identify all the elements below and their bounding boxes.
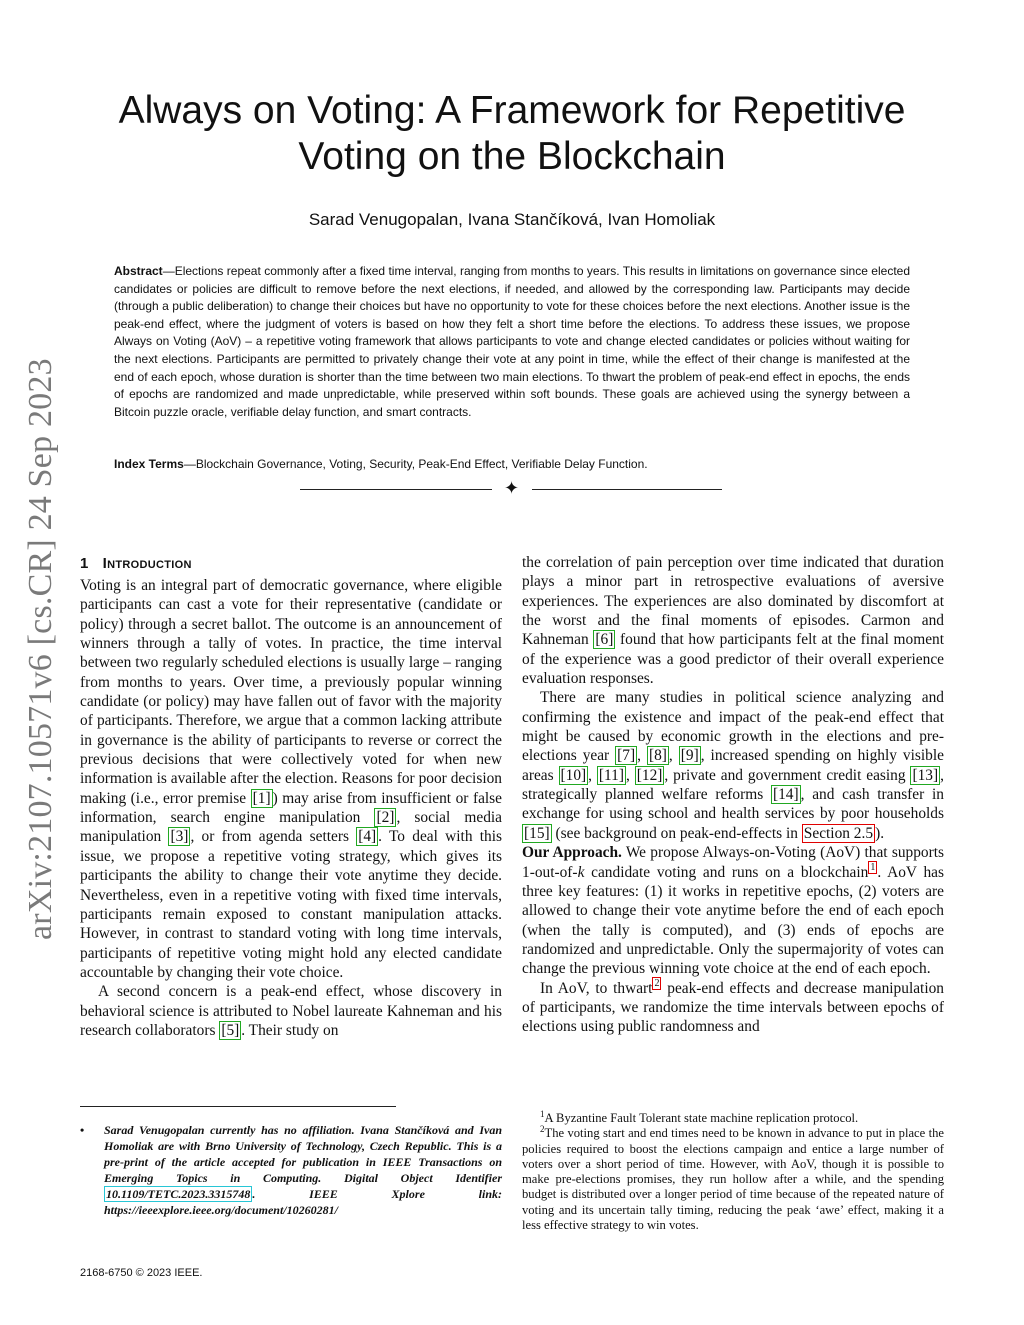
our-approach-paragraph [522, 843, 944, 978]
paragraph-text: , social media manipulation [80, 809, 502, 846]
abstract [114, 263, 910, 421]
citation-link[interactable]: [8] [648, 747, 667, 765]
citation-link[interactable]: [3] [170, 828, 189, 846]
paragraph-text: In AoV, to thwart [540, 979, 653, 997]
citation-link[interactable]: [5] [221, 1021, 240, 1039]
citation-link[interactable]: [4] [358, 828, 377, 846]
right-column [522, 553, 944, 1037]
footnote-marker[interactable]: 1 [870, 862, 876, 874]
citation-link[interactable]: [13] [912, 766, 939, 784]
abstract-text: —Elections repeat commonly after a fixed time interval, ranging from months to years. This results in limitations on governance since elected candidates or policies are difficult to remove before the next elections, if needed, and allowed by the corresponding law. Participants may decide (through a public deliberation) to change their choices but have no opportunity to vote for these choices before the next elections. Another issue is the peak-end effect, where the judgment of voters is based on how they felt a short time before the elections. To address these issues, we propose Always on Voting (AoV) – a repetitive voting framework that allows participants to vote and change elected candidates or policies without waiting for the next elections. Participants are permitted to privately change their vote at any point in time, while the effect of their change is manifested at the end of each epoch, whose duration is shorter than the time between two main elections. To thwart the problem of peak-end effect in epochs, the ends of epochs are randomized and made unpredictable, while preserved within soft bounds. These goals are achieved using the synergy between a Bitcoin puzzle oracle, verifiable delay function, and smart contracts. [114, 264, 910, 419]
section-title: Introduction [102, 555, 192, 572]
citation-link[interactable]: [7] [617, 747, 636, 765]
paragraph-text: ) may arise from insufficient or false information, search engine manipulation [80, 789, 502, 827]
separator-line-left [300, 489, 492, 490]
paragraph-text: , [626, 766, 635, 784]
footnote-number: 2 [540, 1124, 545, 1135]
bullet-icon: • [80, 1123, 85, 1137]
footnotes [522, 1108, 944, 1233]
abstract-label: Abstract [114, 264, 163, 278]
footnote-1 [522, 1108, 944, 1126]
citation-link[interactable]: [15] [524, 824, 550, 842]
doi-link[interactable]: 10.1109/TETC.2023.3315748 [106, 1187, 251, 1201]
paragraph-text: We propose Always-on-Voting (AoV) that supports 1-out-of- [522, 844, 944, 881]
left-column [80, 553, 502, 1040]
separator-diamond-icon: ✦ [504, 478, 520, 499]
citation-link[interactable]: [9] [680, 747, 699, 765]
intro-paragraph-6 [522, 979, 944, 1037]
index-terms-text: —Blockchain Governance, Voting, Security, Peak-End Effect, Verifiable Delay Function. [183, 457, 648, 471]
citation-link[interactable]: [6] [595, 631, 614, 649]
paragraph-text: peak-end effects and decrease manipulation of participants, we randomize the time intervals between epochs of elections using public randomness and [522, 979, 944, 1036]
paragraph-text: , private and government credit easing [664, 766, 911, 784]
paragraph-text: the correlation of pain perception over time indicated that duration plays a minor part in retrospective evaluations of aversive experiences. The experiences are also dominated by discomfort at the worst and the final moments of episodes. Carmon and Kahneman [522, 554, 944, 649]
paragraph-text: There are many studies in political science analyzing and confirming the existence and impact of the peak-end effect that might be caused by economic growth in the elections and pre-elections year [522, 689, 944, 765]
author-list: Sarad Venugopalan, Ivana Stančíková, Ivan Homoliak [308, 210, 716, 229]
footnote-2 [522, 1126, 944, 1233]
footnote-number: 1 [540, 1108, 545, 1119]
math-variable: k [577, 863, 585, 881]
paragraph-text: . Their study on [241, 1021, 339, 1039]
citation-link[interactable]: [11] [598, 766, 624, 784]
citation-link[interactable]: [2] [376, 809, 395, 827]
citation-link[interactable]: [12] [636, 766, 663, 784]
paragraph-text: , strategically planned welfare reforms [522, 766, 944, 804]
index-terms [114, 456, 910, 473]
arxiv-identifier-stamp: arXiv:2107.10571v6 [cs.CR] 24 Sep 2023 [22, 358, 59, 940]
paragraph-text: found that how participants felt at the final moment of the experience was a good predictor of their overall experience evaluation responses. [522, 631, 944, 688]
section-heading [80, 553, 502, 575]
paragraph-text: . AoV has three key features: (1) it works in repetitive epochs, (2) voters are allowed to change their vote anytime before the end of each epoch (when the tally is computed), and (3) ends of epochs are randomized and unpredictable. Only the supermajority of votes can change the previous winning vote choice at the end of each epoch. [522, 863, 944, 978]
paragraph-text: , and cash transfer in exchange for using school and health services by poor households [522, 786, 944, 823]
paragraph-text: , [668, 747, 679, 765]
paragraph-text: Voting is an integral part of democratic governance, where eligible participants can cast a vote for their representative (candidate or policy) through a secret ballot. The outcome is an announcement of winners through a tally of votes. In practice, the time interval between two regularly scheduled elections is usually large – ranging from months to years. Over time, a previously popular winning candidate (or policy) may have fallen out of favor with the majority of participants. Therefore, we argue that a common lacking attribute in governance is the ability of participants to reverse or correct the previous decisions that were collectively voted for when new information is available after the election. Reasons for poor decision making (i.e., error premise [80, 577, 502, 807]
separator-line-right [532, 489, 722, 490]
footnote-rule [80, 1106, 396, 1107]
footnote-text: The voting start and end times need to be known in advance to put in place the policies required to boost the elections campaign and entice a large number of voters over a short period of time. However, with AoV, though it is possible to make pre-elections promises, they run hollow after a while, and the spending budget is distributed over a longer period of time because of the repeated nature of voting and its uncertain tally timing, reducing the peak ‘awe’ effect, making it a less effective strategy to win votes. [522, 1126, 944, 1233]
paragraph-text: A second concern is a peak-end effect, whose discovery in behavioral science is attributed to Nobel laureate Kahneman and his research collaborators [80, 983, 502, 1039]
index-terms-label: Index Terms [114, 457, 184, 471]
our-approach-label: Our Approach. [522, 844, 622, 862]
footnote-text: A Byzantine Fault Tolerant state machine replication protocol. [544, 1111, 859, 1125]
section-separator [300, 480, 724, 500]
citation-link[interactable]: [14] [772, 786, 799, 804]
citation-link[interactable]: [10] [560, 766, 587, 784]
paragraph-text: (see background on peak-end-effects in [551, 824, 802, 842]
footnote-text: . IEEE Xplore link: https://ieeexplore.ieee.org/document/10260281/ [104, 1187, 502, 1217]
footnote-marker[interactable]: 2 [654, 978, 660, 990]
copyright-notice: 2168-6750 © 2023 IEEE. [80, 1267, 203, 1279]
paragraph-text: candidate voting and runs on a blockchain [584, 863, 869, 881]
section-number: 1 [80, 555, 89, 572]
paragraph-text: , [588, 766, 597, 784]
paper-title: Always on Voting: A Framework for Repetitive Voting on the Blockchain [118, 89, 906, 178]
intro-paragraph-1 [80, 576, 502, 982]
citation-link[interactable]: [1] [252, 789, 271, 807]
paragraph-text: , increased spending on highly visible areas [522, 747, 944, 784]
intro-paragraph-4 [522, 688, 944, 843]
paragraph-text: ). [875, 824, 885, 842]
section-reference-link[interactable]: Section 2.5 [803, 824, 874, 842]
intro-paragraph-2 [80, 982, 502, 1040]
paragraph-text: , [637, 747, 647, 765]
affiliation-footnote [80, 1122, 502, 1218]
intro-paragraph-3 [522, 553, 944, 688]
paragraph-text: . To deal with this issue, we propose a repetitive voting strategy, which gives its participants the ability to change their vote anytime they decide. Nevertheless, even in a repetitive voting with fixed time intervals, participants remain exposed to constant manipulation attacks. However, in contrast to standard voting with long time intervals, participants of repetitive voting might hold any elected candidate accountable by changing their vote choice. [80, 828, 503, 981]
paragraph-text: , or from agenda setters [190, 828, 357, 846]
footnote-text: Sarad Venugopalan currently has no affiliation. Ivana Stančíková and Ivan Homoliak are with Brno University of Technology, Czech Republic. This is a pre-print of the article accepted for publication in IEEE Transactions on Emerging Topics in Computing. Digital Object Identifier [104, 1123, 502, 1185]
